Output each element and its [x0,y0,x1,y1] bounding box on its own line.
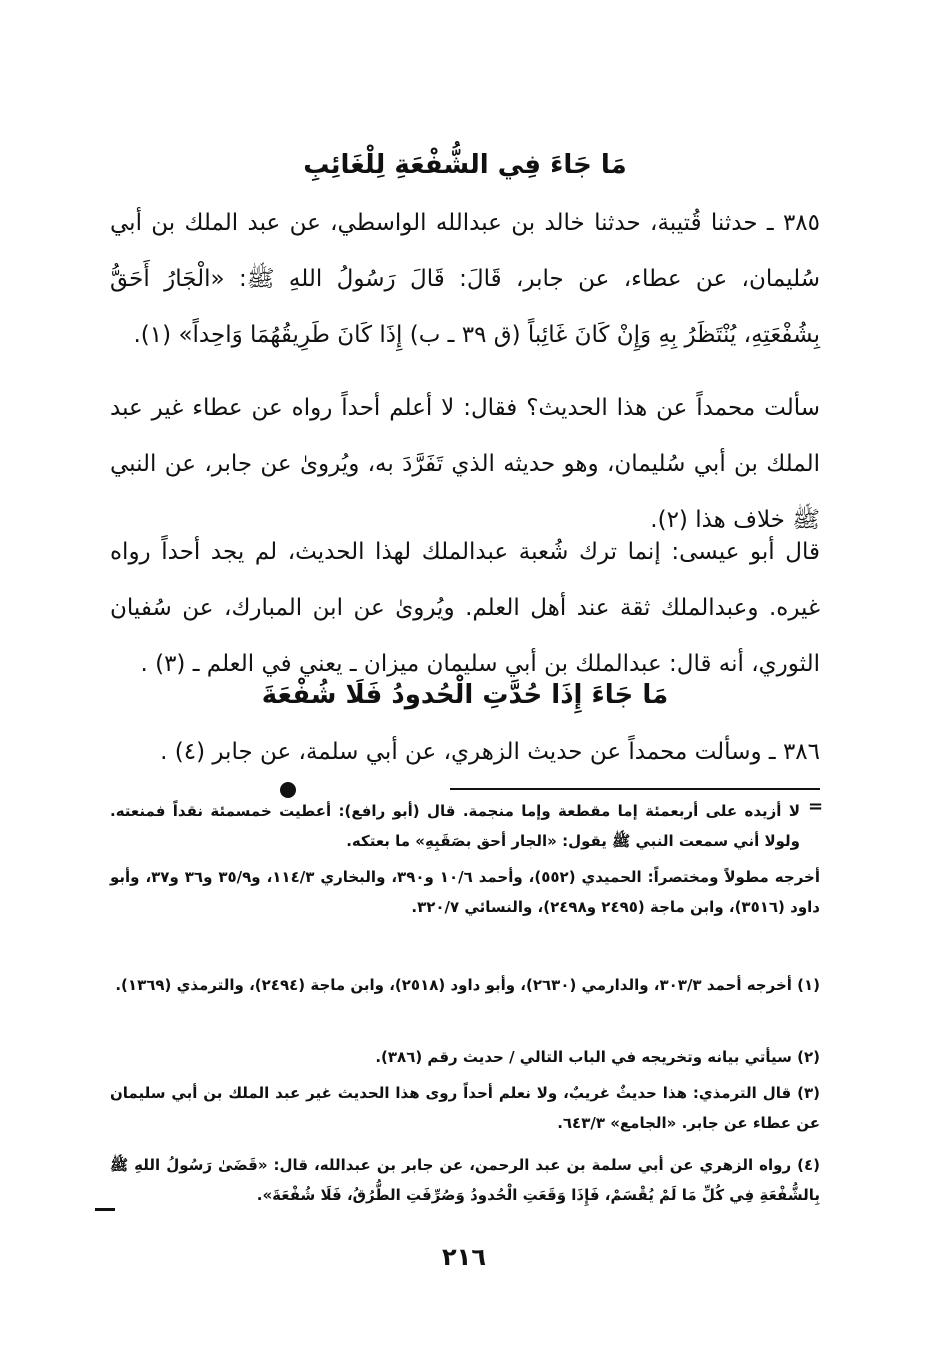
bukhari-question-paragraph [110,380,820,548]
hadith-386 [110,724,820,780]
chapter-heading-boundaries: مَا جَاءَ إِذَا حُدَّتِ الْحُدودُ فَلَا شُفْعَةَ [261,680,669,710]
footnote-3-text: (٣) قال الترمذي: هذا حديثٌ غريبٌ، ولا نعلم أحداً روى هذا الحديث غير عبد الملك بن أبي سليمان عن عطاء عن جابر. «الجامع» ٦٤٣/٣. [110,1084,820,1132]
footnote-2-text: (٢) سيأتي بيانه وتخريجه في الباب التالي / حديث رقم (٣٨٦). [375,1048,820,1066]
continuation-marker: = [808,796,824,817]
hadith-386-text: ٣٨٦ ـ وسألت محمداً عن حديث الزهري، عن أبي سلمة، عن جابر (٤) . [160,739,820,765]
abu-isa-text: قال أبو عيسى: إنما ترك شُعبة عبدالملك لهذا الحديث، لم يجد أحداً رواه غيره. وعبدالملك ثقة عند أهل العلم. ويُروىٰ عن ابن المبارك، عن سُفيان الثوري، أنه قال: عبدالملك بن أبي سليمان ميزان ـ يعني في العلم ـ (٣) . [110,539,820,677]
hadith-385 [110,195,820,363]
footnote-2 [110,1042,820,1072]
page-number: ٢١٦ [442,1243,486,1271]
footnote-3 [110,1078,820,1138]
margin-dash [95,1208,115,1211]
footnote-continuation-a [110,796,800,856]
footnote-continuation-b-text: أخرجه مطولاً ومختصراً: الحميدي (٥٥٢)، وأحمد ١٠/٦ و٣٩٠، والبخاري ١١٤/٣، و٣٥/٩ و٣٦ و٣٧، وأبو داود (٣٥١٦)، وابن ماجة (٢٤٩٥ و٢٤٩٨)، والنسائي ٣٢٠/٧. [110,868,820,916]
footnote-1 [110,970,820,1000]
footnote-1-text: (١) أخرجه أحمد ٣٠٣/٣، والدارمي (٢٦٣٠)، وأبو داود (٢٥١٨)، وابن ماجة (٢٤٩٤)، والترمذي (١٣٦٩). [115,976,820,994]
bukhari-question-text: سألت محمداً عن هذا الحديث؟ فقال: لا أعلم أحداً رواه عن عطاء غير عبد الملك بن أبي سُليمان، وهو حديثه الذي تَفَرَّدَ به، ويُروىٰ عن جابر، عن النبي ﷺ خلاف هذا (٢). [110,395,820,533]
footnote-continuation-a-text: لا أزيده على أربعمئة إما مقطعة وإما منجمة. قال (أبو رافع): أعطيت خمسمئة نقداً فمنعته. ولولا أني سمعت النبي ﷺ يقول: «الجار أحق بصَقَبِهِ» ما بعتكه. [110,802,800,850]
footnote-4 [110,1150,820,1210]
chapter-heading-absent-neighbor: مَا جَاءَ فِي الشُّفْعَةِ لِلْغَائِبِ [303,150,627,180]
hadith-385-text: ٣٨٥ ـ حدثنا قُتيبة، حدثنا خالد بن عبدالله الواسطي، عن عبد الملك بن أبي سُليمان، عن عطاء، عن جابر، قَالَ: قَالَ رَسُولُ اللهِ ﷺ: «الْجَارُ أَحَقُّ بِشُفْعَتِهِ، يُنْتَظَرُ بِهِ وَإِنْ كَانَ غَائِباً (ق ٣٩ ـ ب) إِذَا كَانَ طَرِيقُهُمَا وَاحِداً» (١). [110,210,820,348]
footnote-4-text: (٤) رواه الزهري عن أبي سلمة بن عبد الرحمن، عن جابر بن عبدالله، قال: «قَضَىٰ رَسُولُ اللهِ ﷺ بِالشُّفْعَةِ فِي كُلِّ مَا لَمْ يُقْسَمْ، فَإِذَا وَقَعَتِ الْحُدودُ وَصُرِّفَتِ الطُّرُقُ، فَلَا شُفْعَةَ». [110,1156,820,1204]
footnote-separator [450,788,820,790]
abu-isa-paragraph [110,524,820,692]
footnote-continuation-b [110,862,820,922]
